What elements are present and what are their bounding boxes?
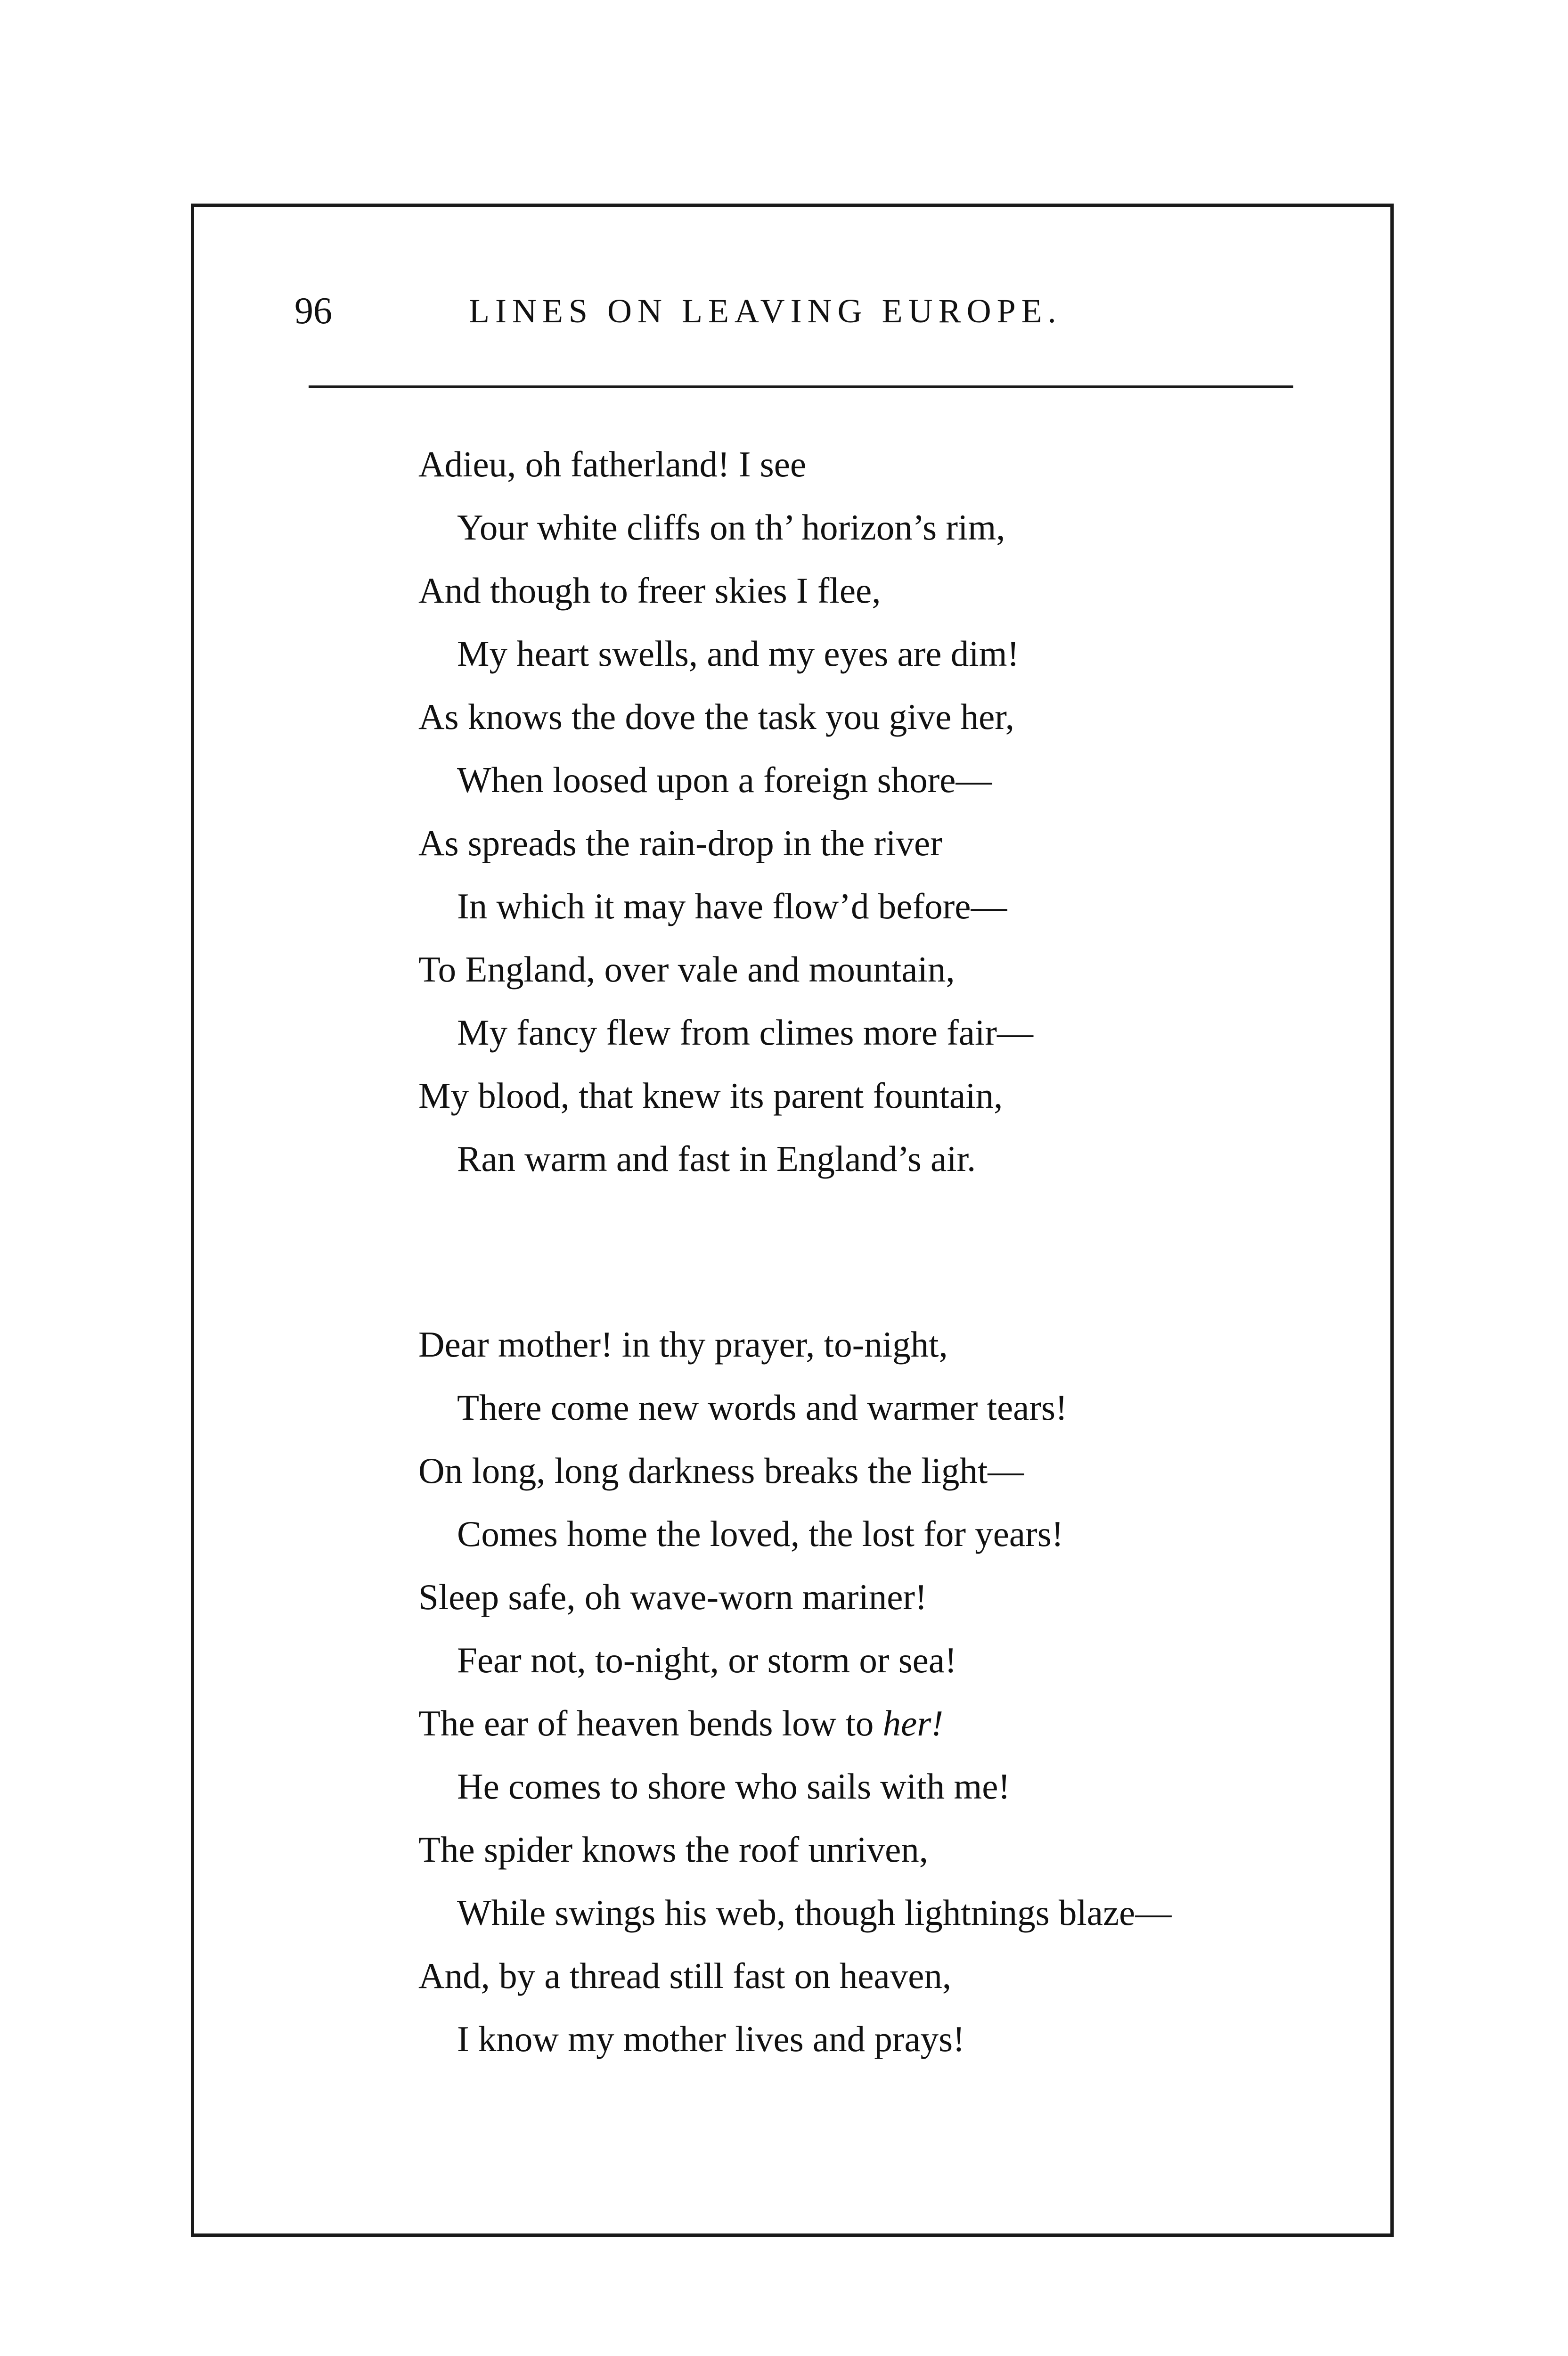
verse-line: Comes home the loved, the lost for years! — [457, 1513, 1064, 1554]
verse-line — [418, 1692, 1314, 1755]
verse-line: Ran warm and fast in England’s air. — [457, 1138, 976, 1179]
verse-line: He comes to shore who sails with me! — [457, 1766, 1011, 1807]
verse-line: Adieu, oh fatherland! I see — [418, 444, 807, 484]
page-number: 96 — [294, 290, 332, 332]
verse-line: My heart swells, and my eyes are dim! — [457, 633, 1020, 674]
verse-line: My fancy flew from climes more fair— — [457, 1012, 1034, 1053]
verse-line-text: The ear of heaven bends low to — [418, 1703, 874, 1743]
verse-line: Fear not, to-night, or storm or sea! — [457, 1640, 957, 1680]
verse-line: In which it may have flow’d before— — [457, 886, 1007, 926]
verse-line: While swings his web, though lightnings blaze— — [457, 1892, 1172, 1933]
verse-line: My blood, that knew its parent fountain, — [418, 1075, 1003, 1116]
emphasized-word: her! — [882, 1703, 943, 1743]
verse-line: When loosed upon a foreign shore— — [457, 760, 992, 800]
verse-line: On long, long darkness breaks the light— — [418, 1450, 1024, 1491]
running-head — [0, 283, 1568, 339]
verse-line: And, by a thread still fast on heaven, — [418, 1955, 952, 1996]
stanza-1 — [418, 433, 1314, 1190]
stanza-2 — [418, 1313, 1314, 2070]
verse-line: And though to freer skies I flee, — [418, 570, 881, 611]
verse-line: I know my mother lives and prays! — [457, 2019, 965, 2059]
verse-line: The spider knows the roof unriven, — [418, 1829, 929, 1870]
verse-line: Sleep safe, oh wave-worn mariner! — [418, 1577, 927, 1617]
running-title: LINES ON LEAVING EUROPE. — [469, 292, 1062, 330]
verse-line: Dear mother! in thy prayer, to-night, — [418, 1324, 948, 1365]
verse-line: As knows the dove the task you give her, — [418, 696, 1015, 737]
header-rule — [309, 385, 1293, 388]
verse-line: Your white cliffs on th’ horizon’s rim, — [457, 507, 1005, 548]
verse-line: As spreads the rain-drop in the river — [418, 823, 942, 863]
verse-line: To England, over vale and mountain, — [418, 949, 955, 990]
verse-line: There come new words and warmer tears! — [457, 1387, 1068, 1428]
